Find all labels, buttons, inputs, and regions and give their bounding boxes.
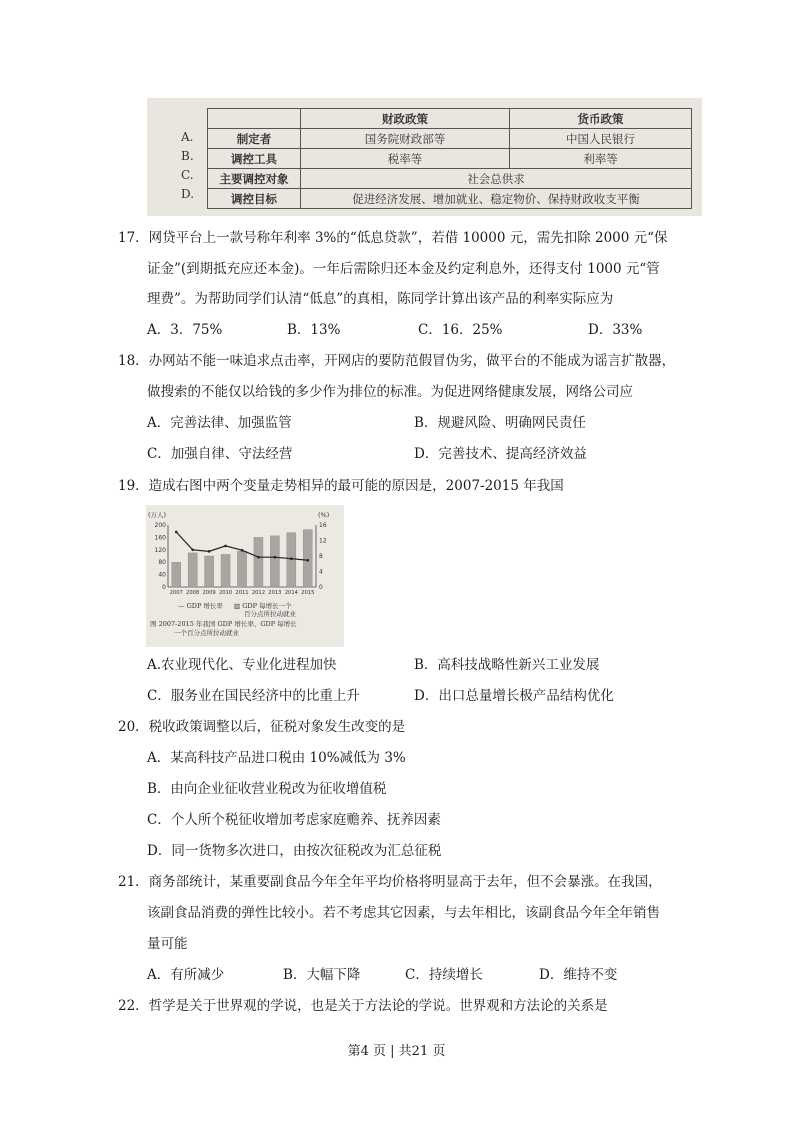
employment-gdp-chart xyxy=(146,505,344,647)
x-tick-label: 2011 xyxy=(235,590,249,596)
legend-bar-label xyxy=(234,602,292,610)
bar-employment xyxy=(188,553,197,587)
y-axis-left-title: (万人) xyxy=(148,511,167,519)
policy-table-photo xyxy=(147,98,702,216)
bar-employment xyxy=(303,530,312,587)
point-gdp-growth xyxy=(257,556,260,559)
q17-option-c[interactable]: C．16．25% xyxy=(418,322,503,338)
table-cell: 中国人民银行 xyxy=(509,129,691,149)
q20-option-b[interactable]: B．由向企业征收营业税改为征收增值税 xyxy=(147,781,387,797)
page-footer: 第4 页 | 共21 页 xyxy=(347,1044,446,1059)
table-letter: A. xyxy=(181,130,194,144)
table-row-label: 主要调控对象 xyxy=(208,169,301,189)
y-tick-left: 80 xyxy=(158,559,166,567)
y-tick-left: 0 xyxy=(162,584,166,591)
q17-option-b[interactable]: B．13% xyxy=(287,322,341,338)
q18-option-b[interactable]: B．规避风险、明确网民责任 xyxy=(414,415,586,431)
legend-line-label xyxy=(178,602,223,610)
legend-line-icon: — xyxy=(178,602,185,610)
x-tick-label: 2009 xyxy=(202,590,216,596)
table-letter: D. xyxy=(181,187,195,201)
table-cell: 利率等 xyxy=(509,149,691,169)
q17-option-d[interactable]: D．33% xyxy=(588,322,643,338)
y-tick-right: 0 xyxy=(319,584,323,591)
table-cell-merged: 社会总供求 xyxy=(301,169,692,189)
y-tick-left: 120 xyxy=(154,546,166,554)
question-18-line: 做搜索的不能仅以给钱的多少作为排位的标准。为促进网络健康发展，网络公司应 xyxy=(147,384,633,400)
y-tick-right: 12 xyxy=(319,537,327,545)
point-gdp-growth xyxy=(208,550,211,553)
bar-employment xyxy=(205,556,214,587)
y-tick-left: 40 xyxy=(158,571,166,579)
table-row-label: 调控目标 xyxy=(208,189,301,209)
q19-option-a[interactable]: A.农业现代化、专业化进程加快 xyxy=(147,657,337,673)
q19-option-d[interactable]: D．出口总量增长极产品结构优化 xyxy=(414,688,614,704)
table-row xyxy=(208,129,692,149)
x-tick-label: 2007 xyxy=(169,590,183,596)
point-gdp-growth xyxy=(274,556,277,559)
q20-option-a[interactable]: A．某高科技产品进口税由 10%减低为 3% xyxy=(147,750,406,766)
table-letter: C. xyxy=(181,168,194,182)
policy-table xyxy=(207,108,692,209)
bar-employment xyxy=(270,536,279,587)
q18-option-d[interactable]: D．完善技术、提高经济效益 xyxy=(414,446,587,462)
q21-option-b[interactable]: B．大幅下降 xyxy=(283,967,361,983)
y-axis-right-title: (%) xyxy=(318,511,330,519)
q21-option-d[interactable]: D．维持不变 xyxy=(539,967,618,983)
table-header-row xyxy=(208,109,692,129)
y-tick-left: 160 xyxy=(154,534,166,542)
table-cell-merged: 促进经济发展、增加就业、稳定物价、保持财政收支平衡 xyxy=(301,189,692,209)
point-gdp-growth xyxy=(290,557,293,560)
table-cell: 税率等 xyxy=(301,149,510,169)
question-21-line: 21．商务部统计，某重要副食品今年全年平均价格将明显高于去年，但不会暴涨。在我国， xyxy=(118,874,662,890)
table-row-label: 制定者 xyxy=(208,129,301,149)
q19-option-c[interactable]: C．服务业在国民经济中的比重上升 xyxy=(147,688,360,704)
y-tick-right: 4 xyxy=(319,568,323,576)
q17-option-a[interactable]: A．3．75% xyxy=(147,322,223,338)
bar-employment xyxy=(221,554,230,587)
x-tick-label: 2012 xyxy=(251,590,266,596)
chart-caption-2: 一个百分点所拉动就业 xyxy=(174,629,239,637)
x-tick-label: 2014 xyxy=(284,590,298,596)
table-row xyxy=(208,189,692,209)
table-row xyxy=(208,169,692,189)
chart-caption-1: 图 2007-2015 年我国 GDP 增长率、GDP 每增长 xyxy=(150,620,297,628)
legend-bar-icon: ▥ xyxy=(234,602,241,610)
legend-bar-text: GDP 每增长一个 xyxy=(242,602,292,610)
table-row xyxy=(208,149,692,169)
q20-option-c[interactable]: C．个人所个税征收增加考虑家庭赡养、抚养因素 xyxy=(147,812,441,828)
question-17-line: 证金”(到期抵充应还本金)。一年后需除归还本金及约定利息外，还得支付 1000 元“管 xyxy=(147,261,660,277)
point-gdp-growth xyxy=(191,549,194,552)
x-tick-label: 2015 xyxy=(301,590,315,596)
legend-line-text: GDP 增长率 xyxy=(186,602,223,610)
table-option-letters xyxy=(181,128,194,204)
table-letter: B. xyxy=(181,149,194,163)
legend-bar-label-2: 百分点所拉动就业 xyxy=(244,610,296,618)
table-header-fiscal: 财政政策 xyxy=(301,109,510,129)
y-tick-left: 200 xyxy=(154,522,166,529)
point-gdp-growth xyxy=(224,545,227,548)
question-19-line: 19．造成右图中两个变量走势相异的最可能的原因是，2007-2015 年我国 xyxy=(118,478,564,494)
point-gdp-growth xyxy=(175,531,178,534)
point-gdp-growth xyxy=(241,549,244,552)
question-18-line: 18．办网站不能一味追求点击率，开网店的要防范假冒伪劣，做平台的不能成为谣言扩散器， xyxy=(118,353,676,369)
question-17-line: 17．网贷平台上一款号称年利率 3%的“低息贷款”，若借 10000 元，需先扣除 2000 元“保 xyxy=(118,230,668,246)
table-header-blank xyxy=(208,109,301,129)
question-17-line: 理费”。为帮助同学们认清“低息”的真相，陈同学计算出该产品的利率实际应为 xyxy=(147,291,614,307)
q18-option-a[interactable]: A．完善法律、加强监管 xyxy=(147,415,292,431)
q21-option-a[interactable]: A．有所减少 xyxy=(147,967,225,983)
x-tick-label: 2008 xyxy=(186,590,200,596)
question-20-line: 20．税收政策调整以后，征税对象发生改变的是 xyxy=(118,719,406,735)
table-row-label: 调控工具 xyxy=(208,149,301,169)
question-22-line: 22．哲学是关于世界观的学说，也是关于方法论的学说。世界观和方法论的关系是 xyxy=(118,998,608,1014)
bar-employment xyxy=(237,551,246,587)
q21-option-c[interactable]: C．持续增长 xyxy=(405,967,483,983)
x-tick-label: 2010 xyxy=(218,590,233,596)
y-tick-right: 8 xyxy=(319,553,323,560)
q20-option-d[interactable]: D．同一货物多次进口，由按次征税改为汇总征税 xyxy=(147,843,442,859)
table-cell: 国务院财政部等 xyxy=(301,129,510,149)
point-gdp-growth xyxy=(306,559,309,562)
y-tick-right: 16 xyxy=(319,522,327,529)
question-21-line: 该副食品消费的弹性比较小。若不考虑其它因素，与去年相比，该副食品今年全年销售 xyxy=(147,905,660,921)
bar-employment xyxy=(172,562,181,587)
table-header-monetary: 货币政策 xyxy=(509,109,691,129)
question-21-line: 量可能 xyxy=(147,936,188,952)
q19-option-b[interactable]: B．高科技战略性新兴工业发展 xyxy=(414,657,600,673)
q18-option-c[interactable]: C．加强自律、守法经营 xyxy=(147,446,293,462)
x-tick-label: 2013 xyxy=(268,590,282,596)
bar-employment xyxy=(254,537,263,587)
